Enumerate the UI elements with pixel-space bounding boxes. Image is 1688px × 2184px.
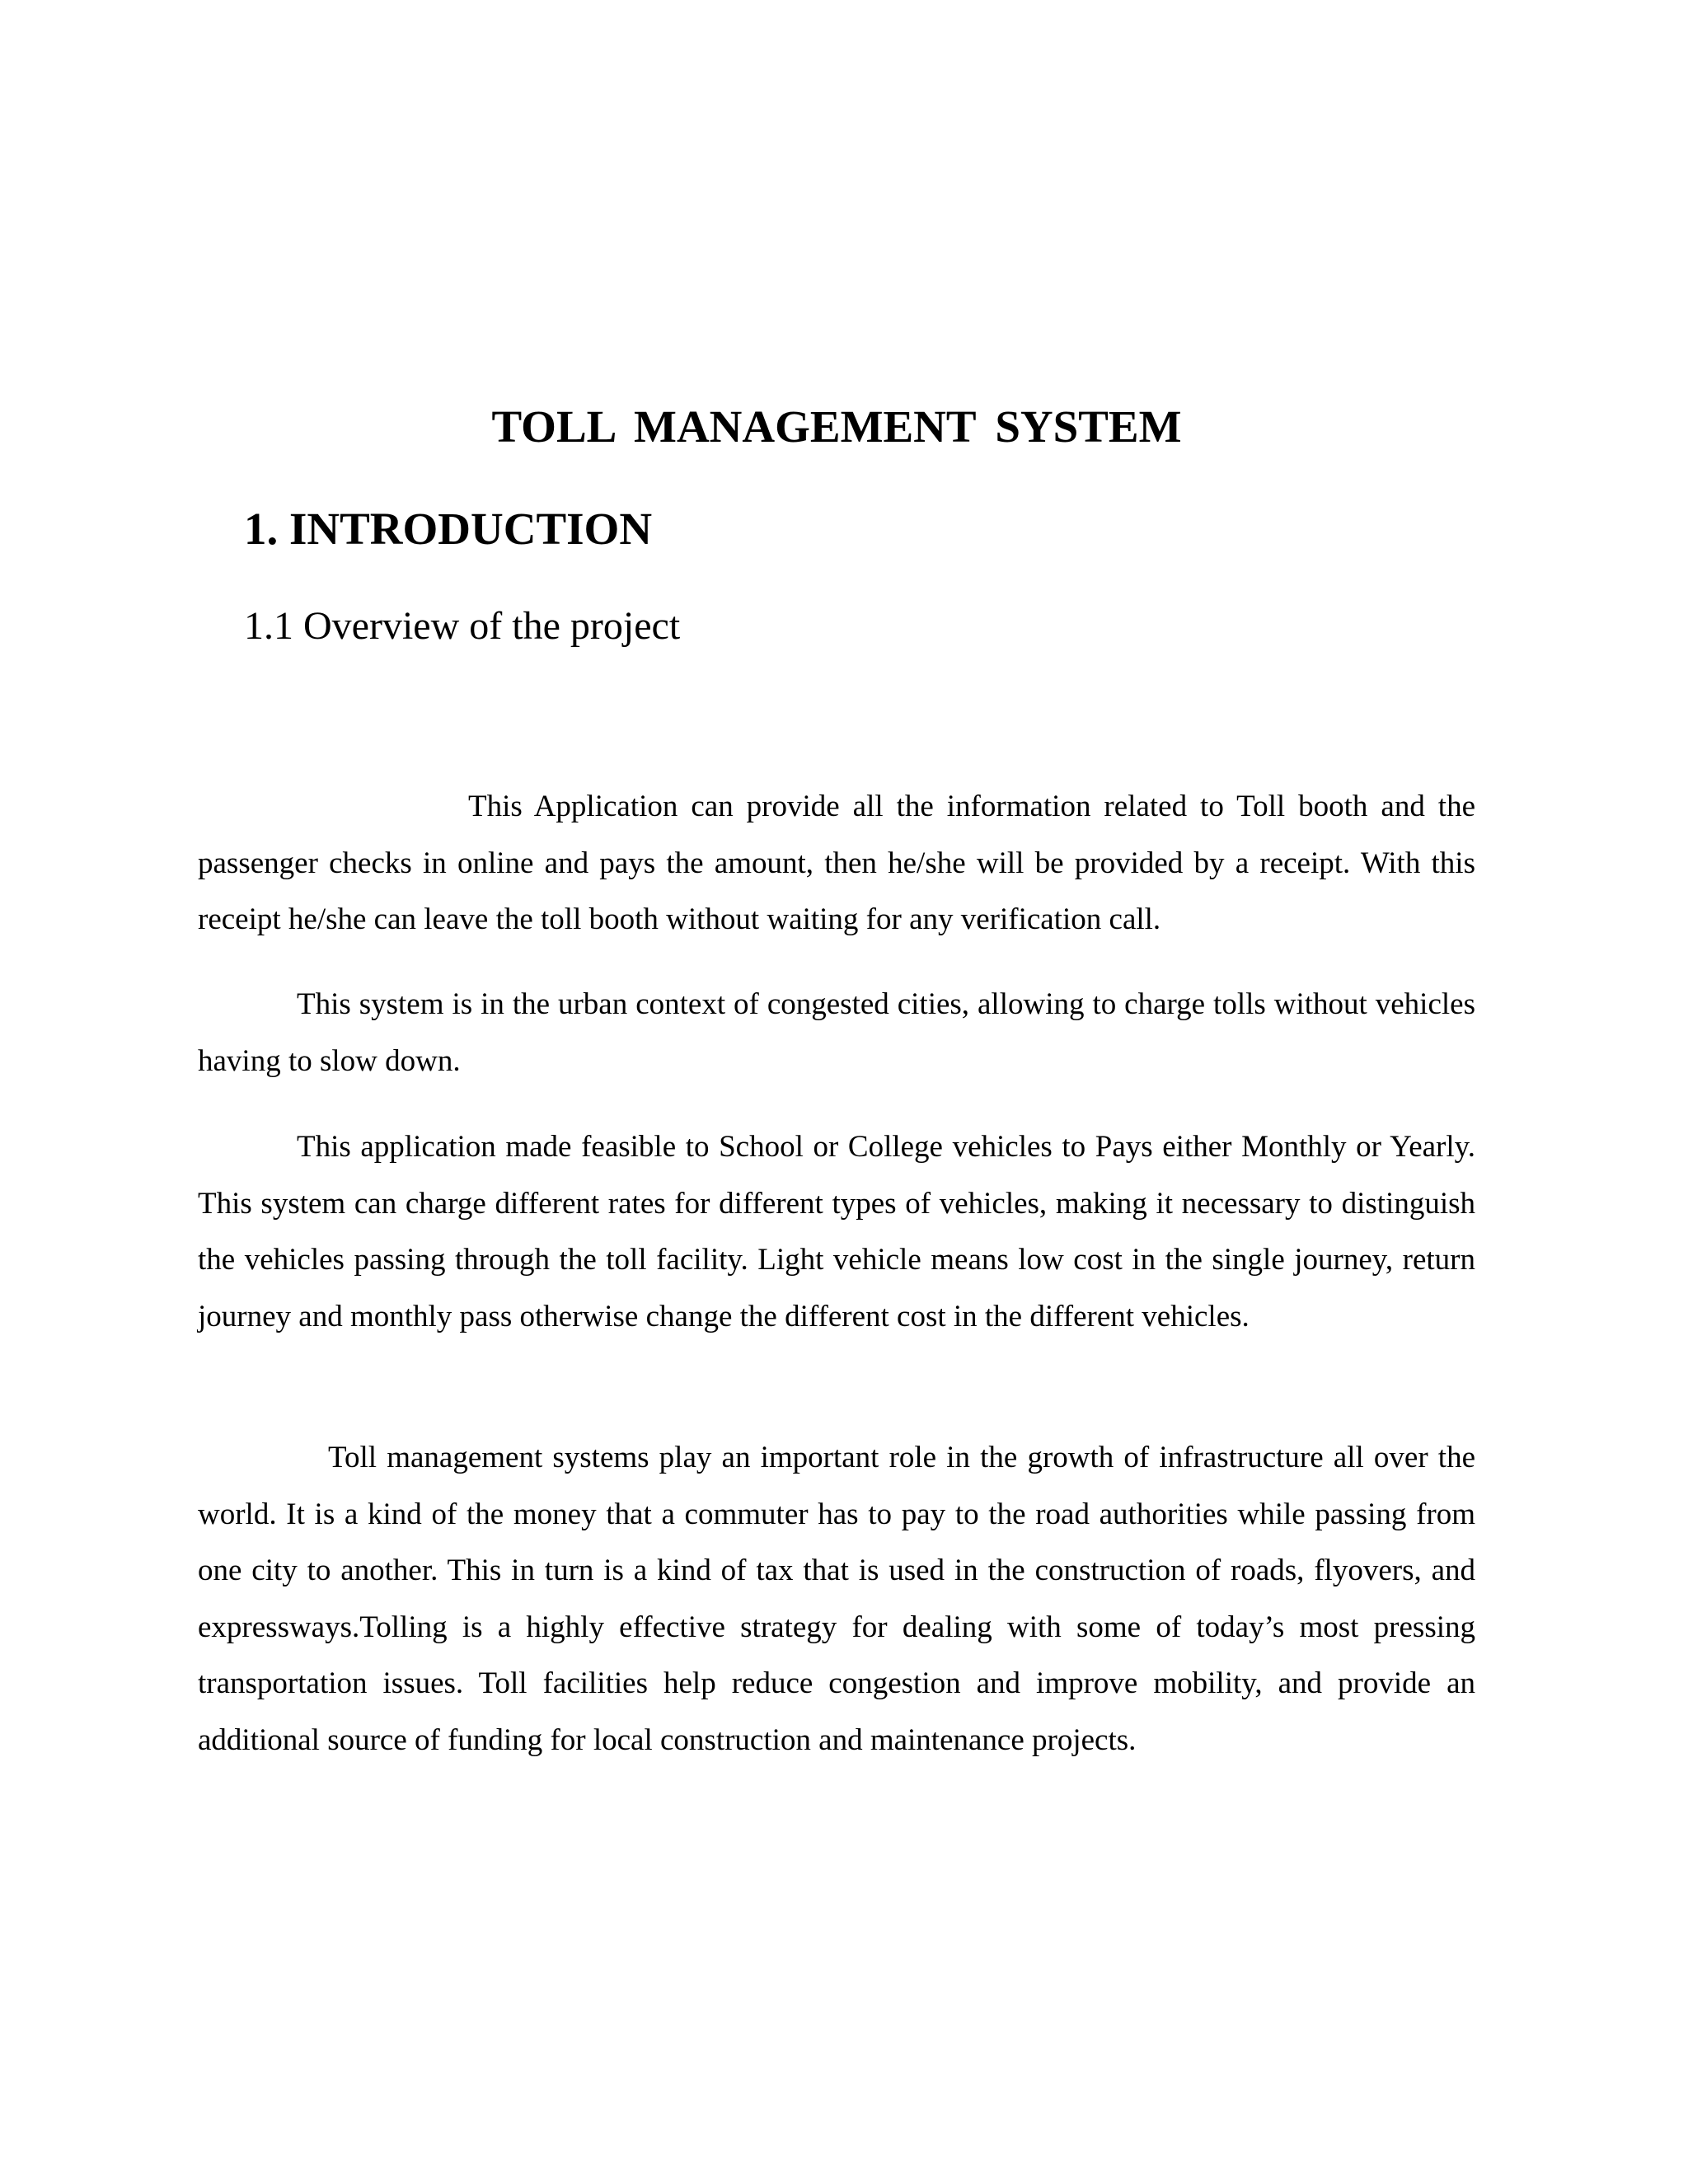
body-paragraph-3: This application made feasible to School or College vehicles to Pays either Monthly or Yearly. This system can charge different rates for different types of vehicles, making it necessary to distinguish the vehicles passing through the toll facility. Light vehicle means low cost in the single journey, return journey and monthly pass otherwise change the different cost in the different vehicles. bbox=[198, 1130, 1475, 1333]
body-paragraph-2: This system is in the urban context of congested cities, allowing to charge tolls without vehicles having to slow down. bbox=[198, 987, 1475, 1078]
body-paragraph-1: This Application can provide all the information related to Toll booth and the passenger checks in online and pays the amount, then he/she will be provided by a receipt. With this receipt he/she can leave the toll booth without waiting for any verification call. bbox=[198, 790, 1475, 936]
body-paragraph-4: Toll management systems play an important role in the growth of infrastructure all over the world. It is a kind of the money that a commuter has to pay to the road authorities while passing from one city to another. This in turn is a kind of tax that is used in the construction of roads, flyovers, and expressways.Tolling is a highly effective strategy for dealing with some of today’s most pressing transportation issues. Toll facilities help reduce congestion and improve mobility, and provide an additional source of funding for local construction and maintenance projects. bbox=[198, 1441, 1475, 1757]
subsection-heading: 1.1 Overview of the project bbox=[244, 604, 681, 648]
section-heading: 1. INTRODUCTION bbox=[244, 504, 653, 554]
document-title: TOLL MANAGEMENT SYSTEM bbox=[491, 401, 1182, 452]
